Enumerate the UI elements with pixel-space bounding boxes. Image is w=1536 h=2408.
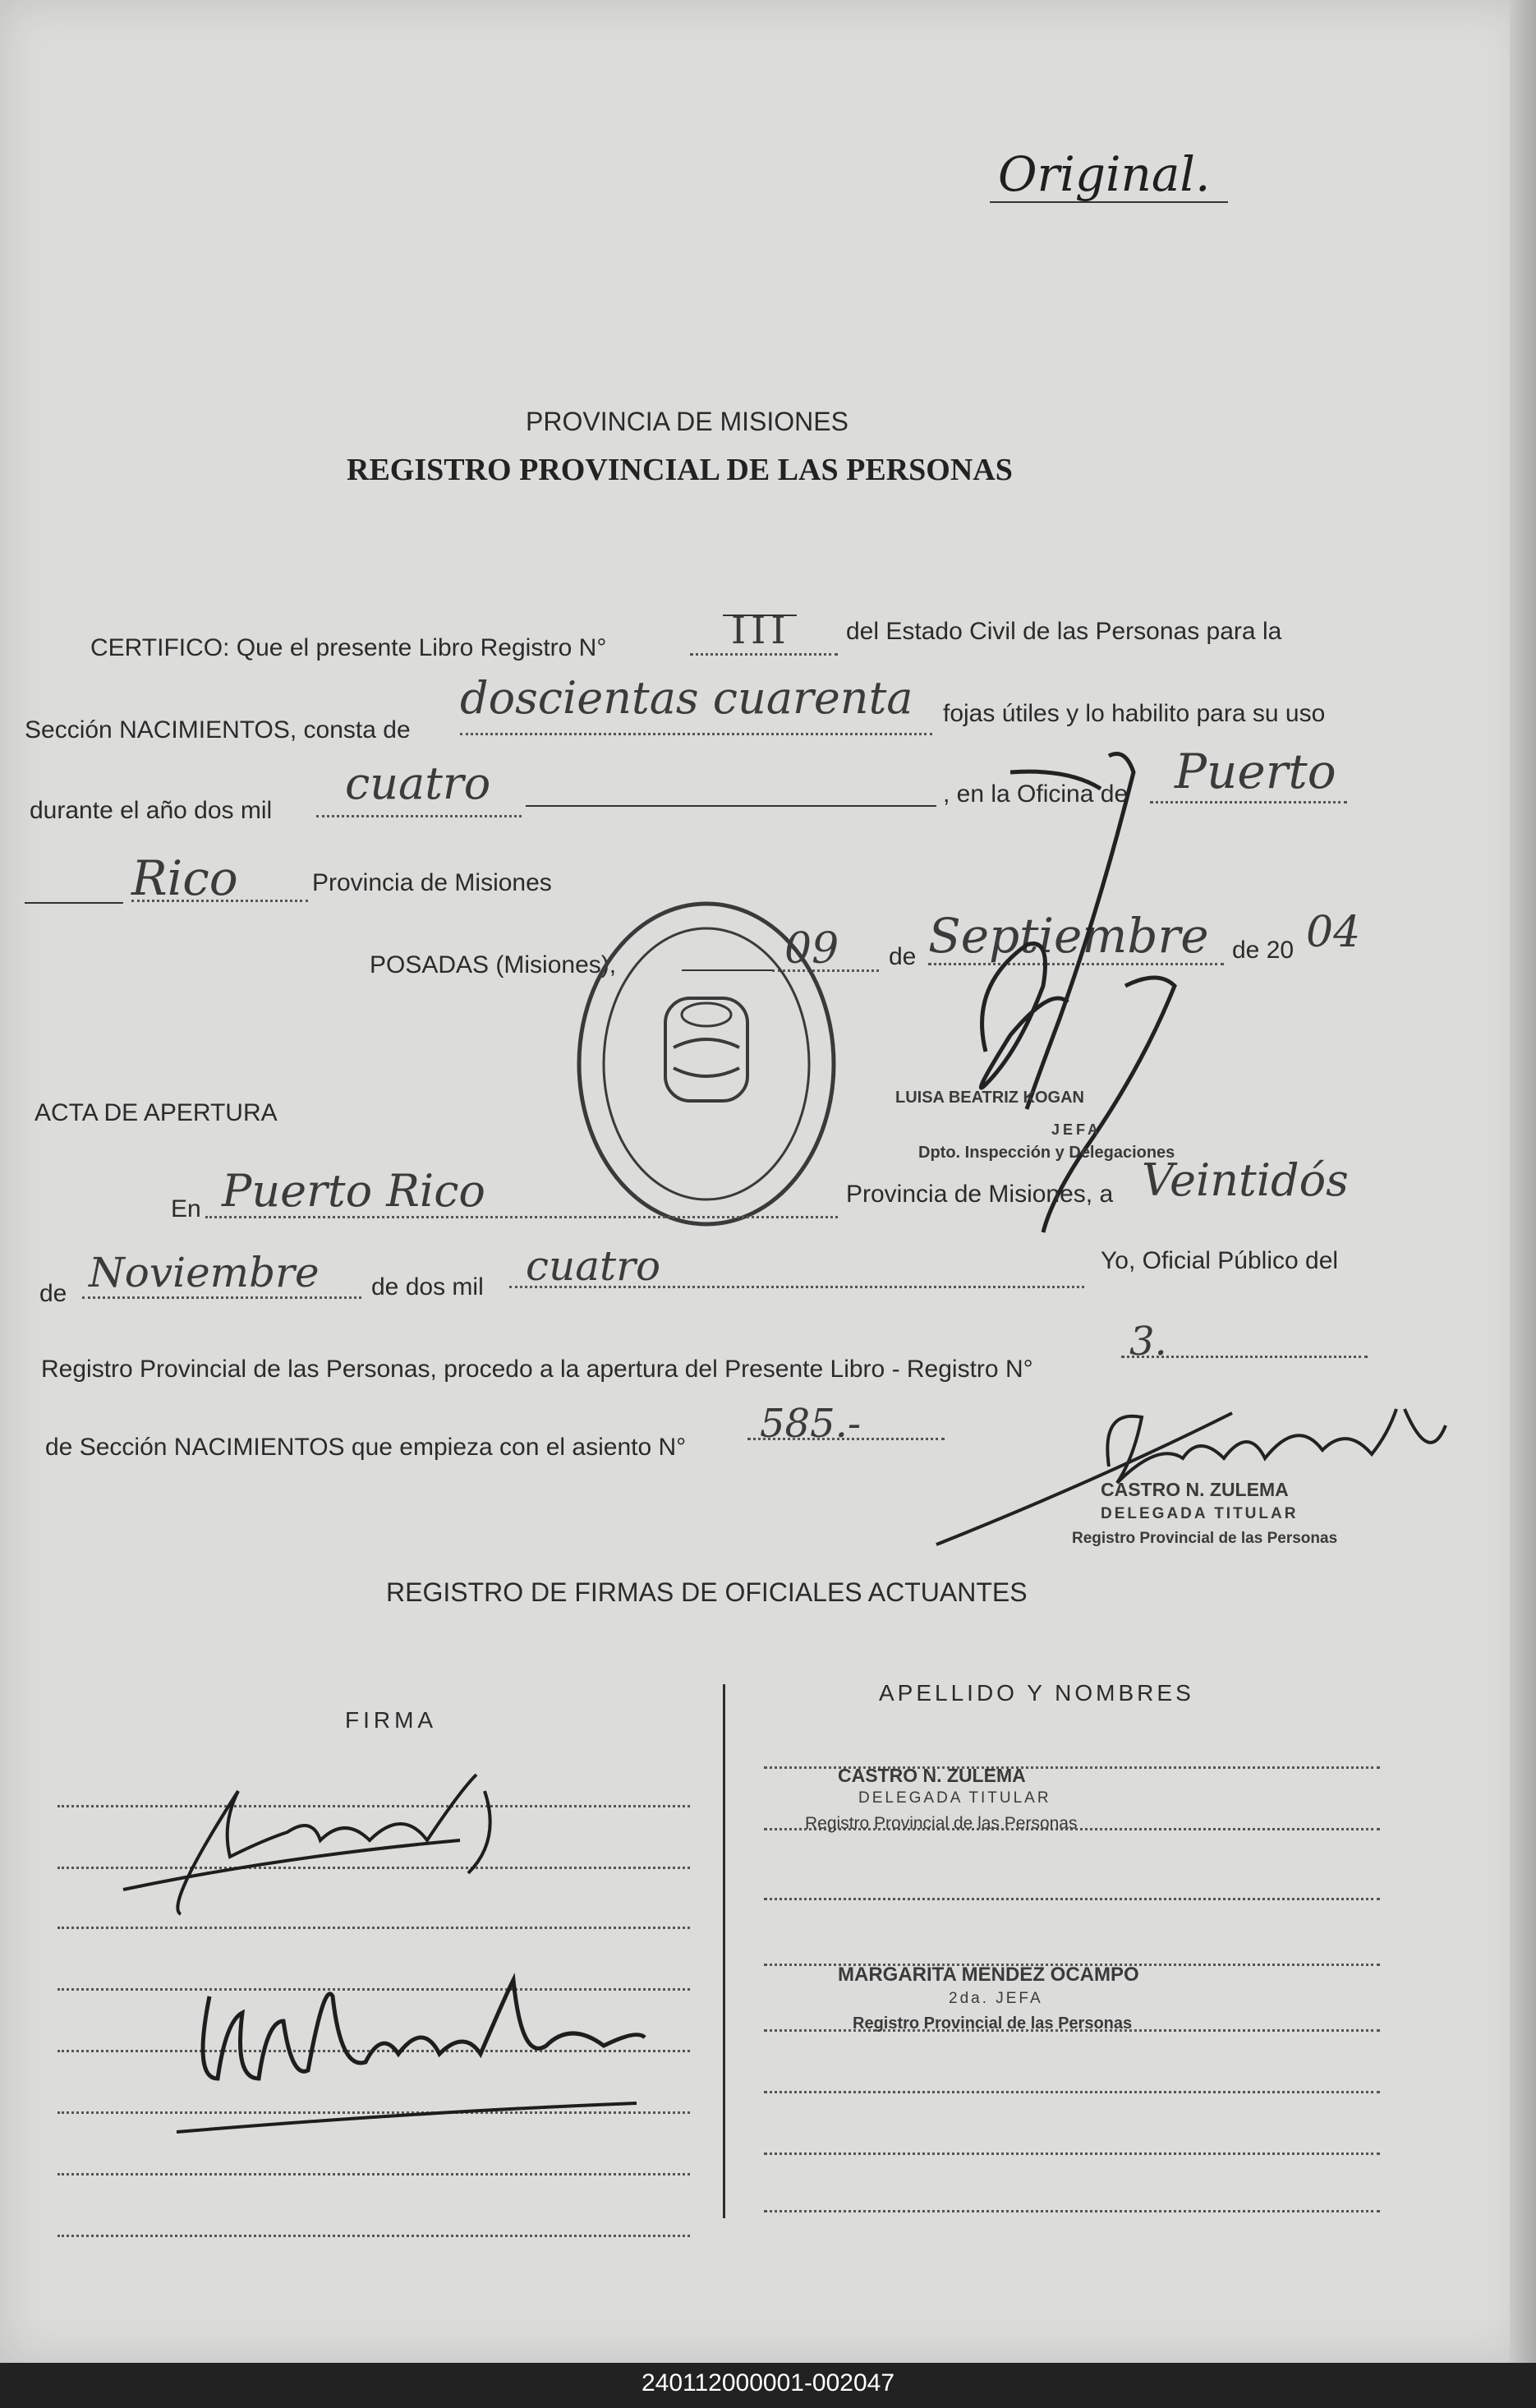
folios-hand: doscientas cuarenta <box>460 672 913 724</box>
registry-heading: REGISTRO PROVINCIAL DE LAS PERSONAS <box>347 453 1013 487</box>
original-annotation: Original. <box>998 146 1211 202</box>
office-line-2 <box>25 902 123 904</box>
year-dots <box>316 815 522 817</box>
acta-title: ACTA DE APERTURA <box>34 1099 278 1126</box>
acta-de: de <box>39 1280 67 1307</box>
stamp-kogan-name: LUISA BEATRIZ KOGAN <box>895 1089 1084 1107</box>
stamp-castro-org: Registro Provincial de las Personas <box>1072 1530 1338 1547</box>
nombre-line <box>764 2091 1380 2093</box>
acta-month-dots <box>82 1296 361 1299</box>
day-hand: 09 <box>784 924 839 974</box>
acta-day-hand: Veintidós <box>1142 1154 1349 1206</box>
office-dots-2 <box>131 900 308 902</box>
official1-org: Registro Provincial de las Personas <box>805 1814 1078 1833</box>
nombre-line <box>764 1898 1380 1900</box>
official1-title: DELEGADA TITULAR <box>858 1789 1051 1807</box>
acta-oficial: Yo, Oficial Público del <box>1101 1247 1339 1274</box>
col-firma: FIRMA <box>345 1707 438 1733</box>
acta-registro-hand: 3. <box>1129 1319 1167 1365</box>
original-underline <box>990 201 1228 203</box>
official2-org: Registro Provincial de las Personas <box>853 2014 1133 2033</box>
acta-registro-dots <box>1121 1356 1368 1358</box>
cert-line2-a: Sección NACIMIENTOS, consta de <box>25 716 411 744</box>
cert-line4-b: Provincia de Misiones <box>312 869 552 896</box>
stamp-castro-title: DELEGADA TITULAR <box>1101 1505 1299 1522</box>
cert-line3-a: durante el año dos mil <box>30 797 273 824</box>
acta-asiento-dots <box>747 1438 945 1440</box>
stamp-kogan-dept: Dpto. Inspección y Delegaciones <box>918 1144 1175 1162</box>
date-year-prefix: de 20 <box>1232 937 1295 964</box>
date-de: de <box>889 943 917 970</box>
month-hand: Septiembre <box>928 908 1209 964</box>
cert-line3-b: , en la Oficina de <box>943 780 1129 808</box>
acta-year-dots <box>509 1286 1084 1288</box>
official2-name: MARGARITA MENDEZ OCAMPO <box>838 1964 1139 1986</box>
nombre-line <box>764 2210 1380 2212</box>
official1-name: CASTRO N. ZULEMA <box>838 1765 1026 1786</box>
place-date: POSADAS (Misiones), <box>370 951 617 978</box>
acta-en: En <box>171 1195 201 1222</box>
signature-firma-castro <box>115 1758 559 1922</box>
office-hand-2: Rico <box>131 850 238 906</box>
book-number: III <box>731 608 791 652</box>
firma-line <box>57 1927 690 1929</box>
stamp-castro-name: CASTRO N. ZULEMA <box>1101 1479 1289 1500</box>
acta-place-dots <box>205 1216 838 1218</box>
office-hand-1: Puerto <box>1175 744 1336 799</box>
firma-line <box>57 2235 690 2237</box>
acta-line3: Registro Provincial de las Personas, procedo a la apertura del Presente Libro - Registro N° <box>41 1356 1033 1383</box>
firmas-title: REGISTRO DE FIRMAS DE OFICIALES ACTUANTES <box>386 1577 1028 1607</box>
book-number-overline <box>723 615 797 616</box>
acta-asiento-hand: 585.- <box>760 1401 862 1447</box>
cert-line2-b: fojas útiles y lo habilito para su uso <box>943 700 1326 727</box>
acta-place-hand: Puerto Rico <box>222 1165 485 1217</box>
cert-line1-b: del Estado Civil de las Personas para la <box>846 618 1282 645</box>
document-id: 240112000001-002047 <box>641 2369 895 2396</box>
signature-firma-mendez <box>177 1947 669 2152</box>
province-heading: PROVINCIA DE MISIONES <box>526 407 848 436</box>
cert-line1-a: CERTIFICO: Que el presente Libro Registro N° <box>90 634 607 661</box>
registry-seal <box>567 891 846 1236</box>
col-nombres: APELLIDO Y NOMBRES <box>879 1680 1194 1706</box>
year-line <box>526 805 936 807</box>
folios-dots <box>460 733 932 735</box>
page-edge <box>1510 0 1536 2363</box>
acta-de-dos-mil: de dos mil <box>371 1273 484 1301</box>
official2-title: 2da. JEFA <box>949 1990 1043 2007</box>
year-word-hand: cuatro <box>345 757 491 809</box>
firma-line <box>57 2173 690 2175</box>
column-divider <box>723 1684 725 2218</box>
acta-month-hand: Noviembre <box>89 1249 320 1296</box>
nombre-line <box>764 2152 1380 2155</box>
year-suffix-hand: 04 <box>1306 908 1361 957</box>
stamp-kogan-title: JEFA <box>1051 1121 1102 1138</box>
acta-line4: de Sección NACIMIENTOS que empieza con el asiento N° <box>45 1434 687 1461</box>
book-number-dots <box>690 653 838 656</box>
acta-prov: Provincia de Misiones, a <box>846 1181 1114 1208</box>
acta-year-hand: cuatro <box>526 1242 661 1290</box>
